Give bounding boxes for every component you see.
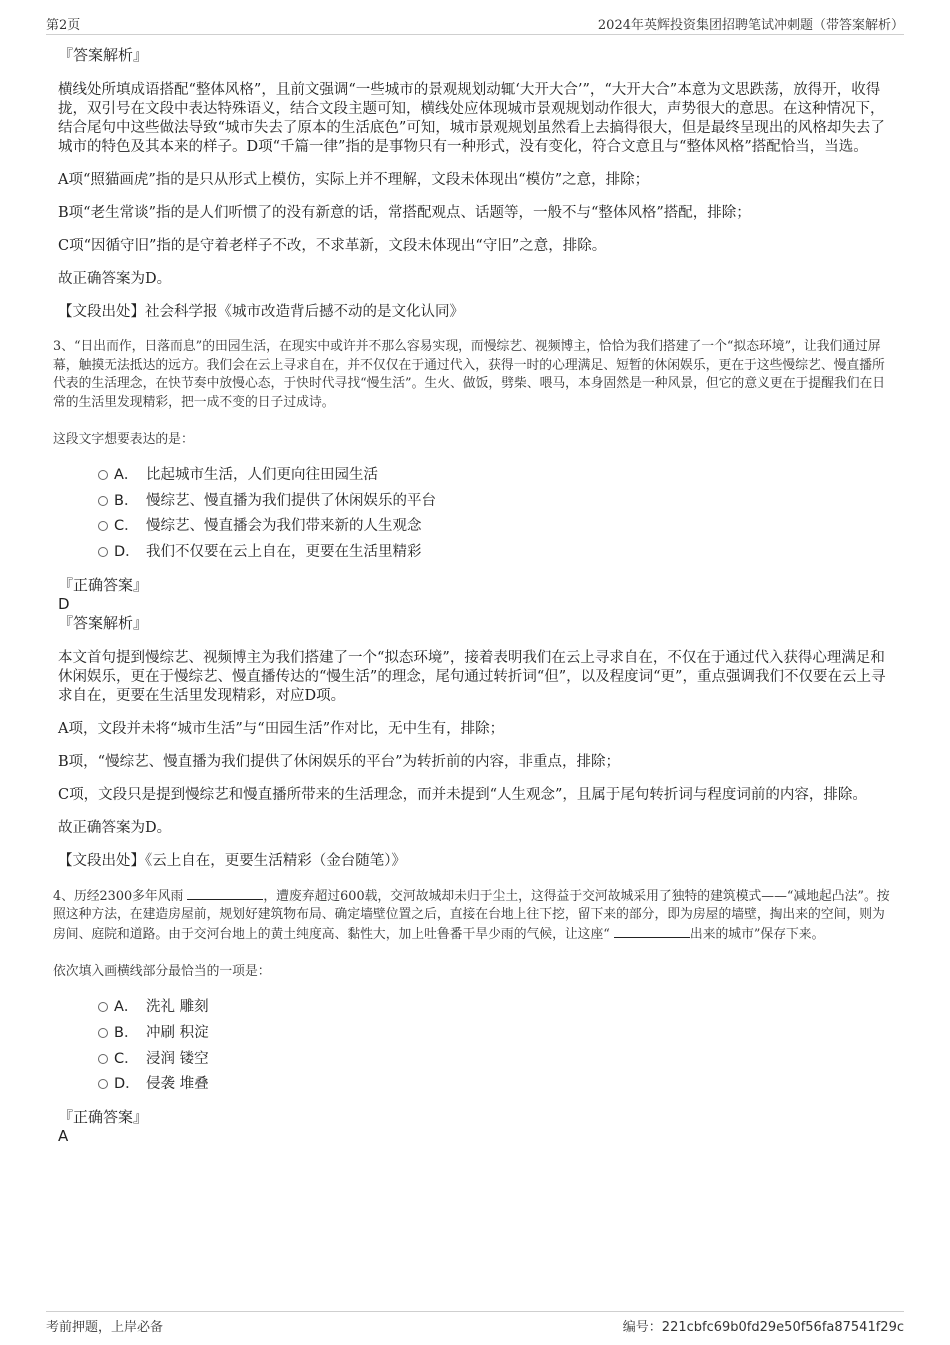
radio-button-icon[interactable]: [98, 547, 108, 557]
page-content: [53, 46, 896, 1146]
radio-button-icon[interactable]: [98, 496, 108, 506]
radio-button-icon[interactable]: [98, 521, 108, 531]
fill-blank: [614, 925, 690, 938]
radio-button-icon[interactable]: [98, 1054, 108, 1064]
q3-analysis-paragraph: 本文首句提到慢综艺、视频博主为我们搭建了一个“拟态环境”，接着表明我们在云上寻求自在，不仅在于通过代入获得心理满足和休闲娱乐，更在于慢综艺、慢直播传达的“慢生活”的理念，尾句通过转折词“但”，以及程度词“更”，重点强调我们不仅要在云上寻求自在，更要在生活里发现精彩，对应D项。: [58, 649, 886, 704]
page-number: 第2页: [46, 18, 81, 33]
footer-slogan: 考前押题，上岸必备: [46, 1320, 164, 1335]
q3-option-d[interactable]: D． 我们不仅要在云上自在，更要在生活里精彩: [98, 542, 896, 568]
q3-option-c[interactable]: C． 慢综艺、慢直播会为我们带来新的人生观念: [98, 516, 896, 542]
q2-analysis-paragraph: C项“因循守旧”指的是守着老样子不改，不求革新，文段未体现出“守旧”之意，排除。: [58, 238, 607, 254]
radio-button-icon[interactable]: [98, 470, 108, 480]
q4-options: [98, 997, 896, 1100]
radio-button-icon[interactable]: [98, 1002, 108, 1012]
radio-button-icon[interactable]: [98, 1079, 108, 1089]
q4-option-c[interactable]: C． 浸润 镂空: [98, 1049, 896, 1075]
q3-analysis-paragraph: 故正确答案为D。: [58, 819, 172, 836]
q3-answer: D: [58, 594, 70, 613]
radio-button-icon[interactable]: [98, 1028, 108, 1038]
q3-stem: 3、“日出而作，日落而息”的田园生活，在现实中或许并不那么容易实现，而慢综艺、视频博主，恰恰为我们搭建了一个“拟态环境”，让我们通过屏幕，触摸无法抵达的远方。我们会在云上寻求自在，并不仅仅在于通过代入，获得一时的心理满足、短暂的休闲娱乐，更在于这些慢综艺、慢直播所代表的生活理念，在快节奏中放慢心态，于快时代寻找“慢生活”。生火、做饭，劈柴、喂马，本身固然是一种风景，但它的意义更在于提醒我们在日常的生活里发现精彩，把一成不变的日子过成诗。: [53, 339, 886, 410]
q4-option-a[interactable]: A． 洗礼 雕刻: [98, 997, 896, 1023]
q3-analysis-paragraph: A项，文段并未将“城市生活”与“田园生活”作对比，无中生有，排除；: [58, 720, 505, 737]
page-footer: [46, 1311, 904, 1336]
q4-answer-label: 『正确答案』: [58, 1108, 149, 1126]
fill-blank: [187, 887, 263, 900]
q2-source: 【文段出处】社会科学报《城市改造背后撼不动的是文化认同》: [58, 304, 464, 320]
q2-analysis-paragraph: B项“老生常谈”指的是人们听惯了的没有新意的话，常搭配观点、话题等，一般不与“整体风格”搭配，排除；: [58, 205, 751, 221]
q3-option-b[interactable]: B． 慢综艺、慢直播为我们提供了休闲娱乐的平台: [98, 491, 896, 517]
q2-analysis-paragraph: A项“照猫画虎”指的是只从形式上模仿，实际上并不理解，文段未体现出“模仿”之意，排除；: [58, 172, 650, 188]
q3-answer-label: 『正确答案』: [58, 575, 149, 594]
page-header: [46, 12, 904, 35]
q3-analysis-paragraph: C项，文段只是提到慢综艺和慢直播所带来的生活理念，而并未提到“人生观念”，且属于尾句转折词与程度词前的内容，排除。: [58, 786, 867, 803]
q3-option-a[interactable]: A． 比起城市生活，人们更向往田园生活: [98, 465, 896, 491]
q3-prompt: 这段文字想要表达的是：: [53, 432, 194, 447]
q2-analysis-label: 『答案解析』: [58, 46, 149, 64]
q4-stem: 4、历经2300多年风雨 ，遭废弃超过600载，交河故城却未归于尘土，这得益于交河故城采用了独特的建筑模式——“减地起凸法”。按照这种方法，在建造房屋前，规划好建筑物布局、确定墙壁位置之后，直接在台地上往下挖，留下来的部分，即为房屋的墙壁，掏出来的空间，则为房间、庭院和道路。由于交河台地上的黄土纯度高、黏性大，加上吐鲁番干旱少雨的气候，让这座“ 出来的城市”保存下来。: [53, 888, 890, 942]
q3-source: 【文段出处】《云上自在，更要生活精彩（金台随笔）》: [58, 852, 406, 869]
q4-prompt: 依次填入画横线部分最恰当的一项是：: [53, 964, 271, 980]
q4-answer: A: [58, 1127, 69, 1145]
q4-option-d[interactable]: D． 侵袭 堆叠: [98, 1074, 896, 1100]
q2-analysis-paragraph: 横线处所填成语搭配“整体风格”，且前文强调“一些城市的景观规划动辄‘大开大合’”，“大开大合”本意为文思跌荡，放得开，收得拢，双引号在文段中表达特殊语义，结合文段主题可知，横线处应体现城市景观规划动作很大，声势很大的意思。在这种情况下，结合尾句中这些做法导致“城市失去了原本的生活底色”可知，城市景观规划虽然看上去搞得很大，但是最终呈现出的风格却失去了城市的特色及其本来的样子。D项“千篇一律”指的是事物只有一种形式，没有变化，符合文意且与“整体风格”搭配恰当，当选。: [58, 82, 885, 155]
document-title: 2024年英辉投资集团招聘笔试冲刺题（带答案解析）: [597, 18, 904, 33]
q3-analysis-label: 『答案解析』: [58, 613, 149, 632]
q2-analysis-paragraph: 故正确答案为D。: [58, 271, 172, 287]
document-code: 编号：221cbfc69b0fd29e50f56fa87541f29c: [622, 1320, 904, 1335]
q3-analysis-paragraph: B项，“慢综艺、慢直播为我们提供了休闲娱乐的平台”为转折前的内容，非重点，排除；: [58, 753, 620, 770]
q3-options: [98, 465, 896, 568]
q4-option-b[interactable]: B． 冲刷 积淀: [98, 1023, 896, 1049]
